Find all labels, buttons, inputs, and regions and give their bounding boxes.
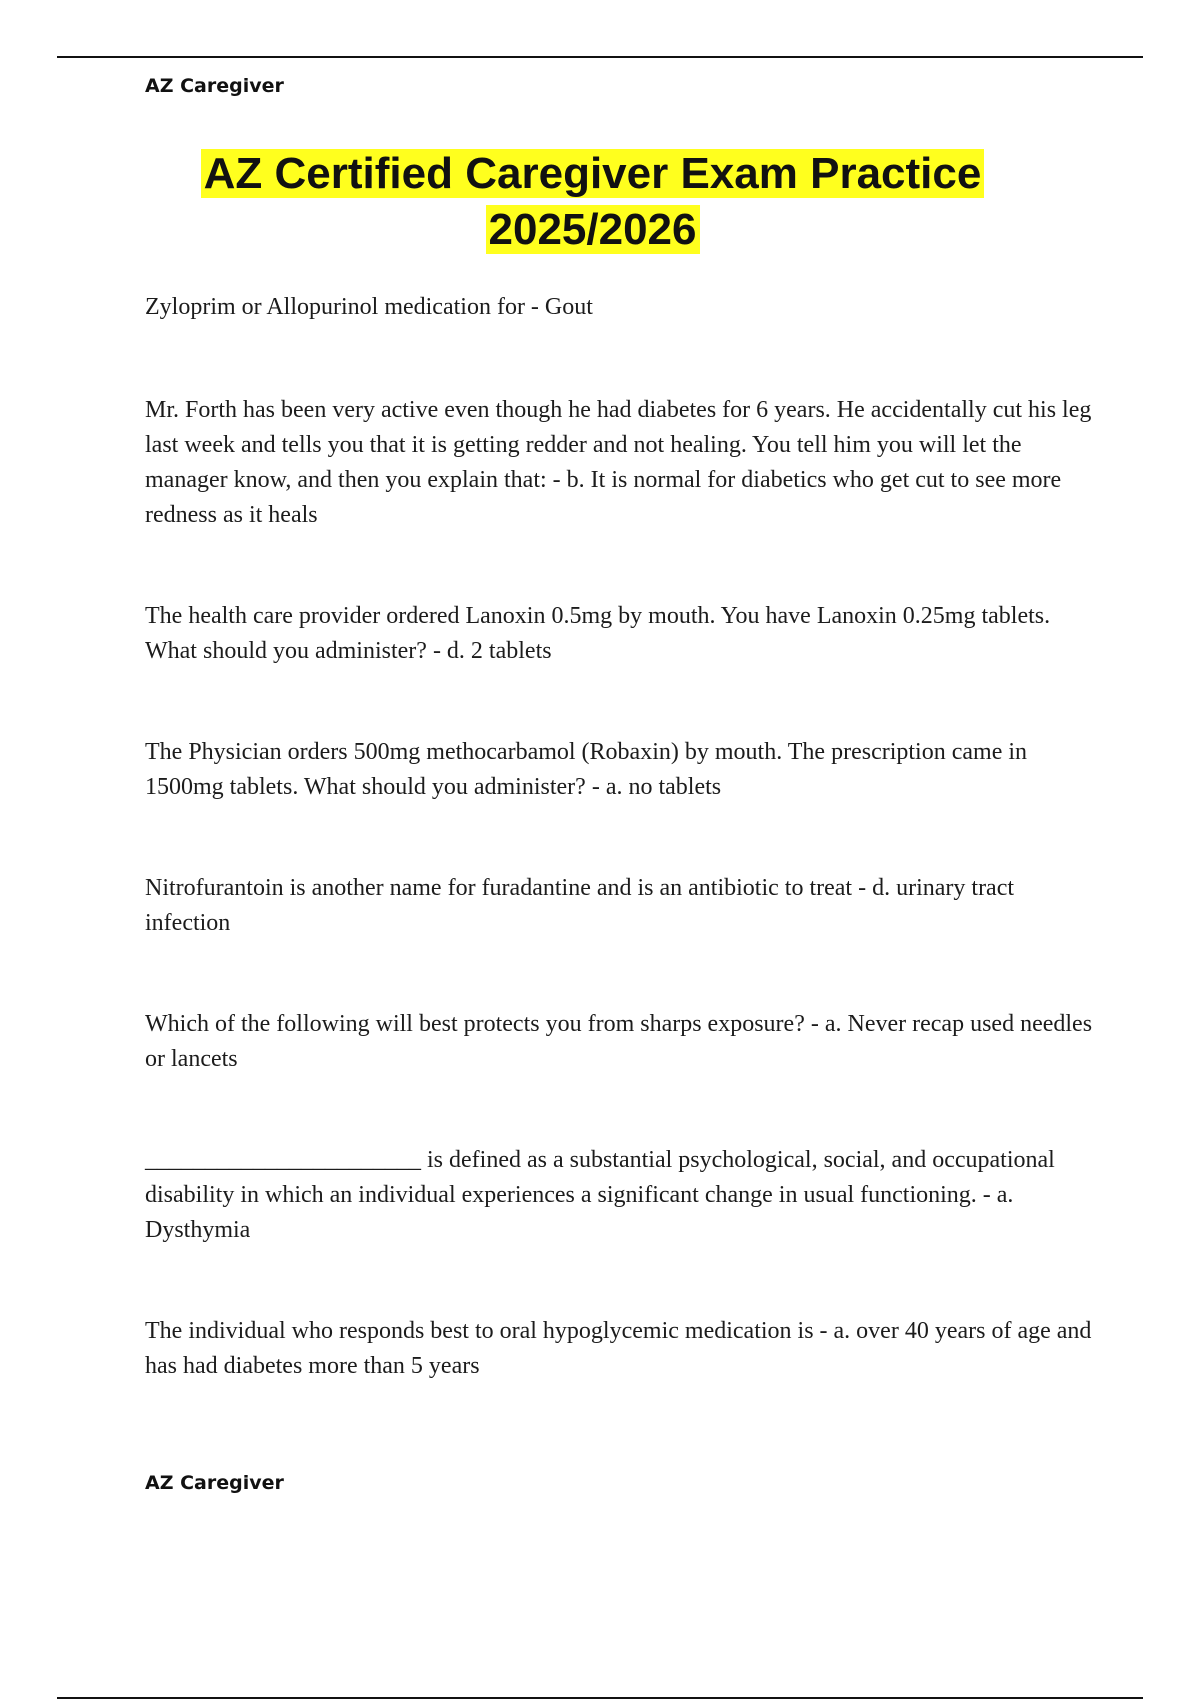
question-item: The individual who responds best to oral hypoglycemic medication is - a. over 40 years of age and has had diabetes more than 5 years [145,1318,1092,1379]
question-item: Which of the following will best protects you from sharps exposure? - a. Never recap used needles or lancets [145,1011,1093,1072]
document-title [0,146,1185,258]
question-item: _______________________ is defined as a substantial psychological, social, and occupational disability in which an individual experiences a significant change in usual functioning. - a. Dysthymia [145,1147,1055,1243]
page-footer: AZ Caregiver [145,1472,284,1494]
top-rule [57,56,1143,58]
question-item: Nitrofurantoin is another name for furadantine and is an antibiotic to treat - d. urinary tract infection [145,875,1015,936]
title-line-2: 2025/2026 [486,205,700,254]
bottom-rule [57,1697,1143,1699]
page-header: AZ Caregiver [145,75,284,97]
question-item: The health care provider ordered Lanoxin 0.5mg by mouth. You have Lanoxin 0.25mg tablets. What should you administer? - d. 2 tablets [145,603,1051,664]
question-item: Mr. Forth has been very active even though he had diabetes for 6 years. He accidentally cut his leg last week and tells you that it is getting redder and not healing. You tell him you will let the manager know, and then you explain that: - b. It is normal for diabetics who get cut to see more redness as it heals [145,397,1092,528]
question-list [145,290,1105,1384]
question-item: Zyloprim or Allopurinol medication for - Gout [145,294,593,320]
title-line-1: AZ Certified Caregiver Exam Practice [201,149,985,198]
question-item: The Physician orders 500mg methocarbamol (Robaxin) by mouth. The prescription came in 1500mg tablets. What should you administer? - a. no tablets [145,739,1028,800]
